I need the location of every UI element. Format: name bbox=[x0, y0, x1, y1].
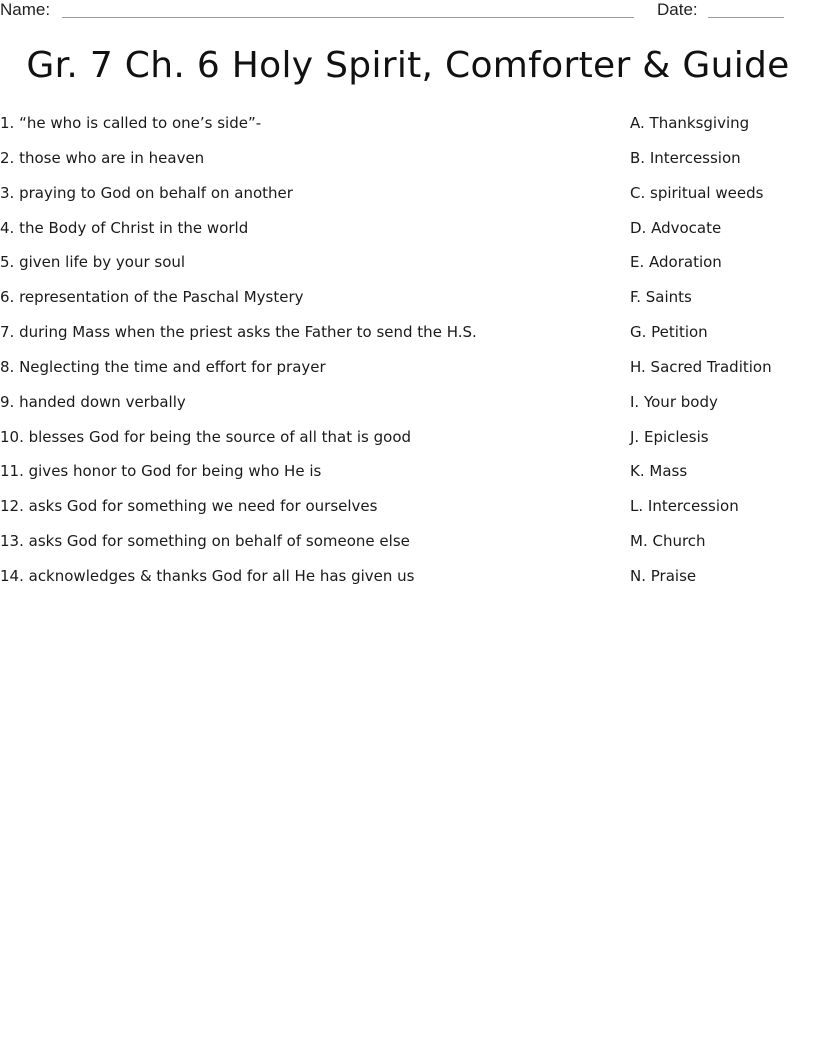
clue-item: 14. acknowledges & thanks God for all He has given us bbox=[0, 566, 415, 585]
answer-item: M. Church bbox=[630, 532, 706, 551]
clue-item: 8. Neglecting the time and effort for prayer bbox=[0, 357, 326, 376]
clue-item: 2. those who are in heaven bbox=[0, 148, 205, 167]
answer-item: D. Advocate bbox=[630, 218, 722, 237]
answer-list bbox=[630, 113, 816, 601]
clue-item: 1. “he who is called to one’s side”- bbox=[0, 114, 262, 132]
answer-item: G. Petition bbox=[630, 323, 708, 342]
header bbox=[0, 0, 816, 24]
answer-item: E. Adoration bbox=[630, 253, 722, 272]
clue-list bbox=[0, 113, 610, 601]
answer-item: L. Intercession bbox=[630, 497, 739, 516]
answer-item: A. Thanksgiving bbox=[630, 114, 750, 132]
clue-item: 4. the Body of Christ in the world bbox=[0, 218, 249, 237]
clue-item: 12. asks God for something we need for ourselves bbox=[0, 497, 378, 516]
clue-item: 3. praying to God on behalf on another bbox=[0, 183, 293, 202]
date-blank-line bbox=[708, 17, 784, 18]
answer-item: C. spiritual weeds bbox=[630, 183, 764, 202]
name-label: Name: bbox=[0, 0, 51, 19]
clue-item: 9. handed down verbally bbox=[0, 392, 186, 411]
clue-item: 6. representation of the Paschal Mystery bbox=[0, 288, 304, 307]
answer-item: B. Intercession bbox=[630, 148, 741, 167]
clue-item: 11. gives honor to God for being who He is bbox=[0, 462, 322, 481]
clue-item: 10. blesses God for being the source of all that is good bbox=[0, 427, 412, 446]
clue-item: 5. given life by your soul bbox=[0, 253, 186, 272]
answer-item: N. Praise bbox=[630, 566, 697, 585]
answer-item: J. Epiclesis bbox=[630, 427, 709, 446]
answer-item: F. Saints bbox=[630, 288, 692, 307]
page-title: Gr. 7 Ch. 6 Holy Spirit, Comforter & Guide bbox=[26, 45, 790, 86]
answer-item: I. Your body bbox=[630, 392, 718, 411]
clue-item: 7. during Mass when the priest asks the Father to send the H.S. bbox=[0, 323, 477, 342]
clue-item: 13. asks God for something on behalf of someone else bbox=[0, 532, 410, 551]
answer-item: H. Sacred Tradition bbox=[630, 357, 772, 376]
answer-item: K. Mass bbox=[630, 462, 688, 481]
name-blank-line bbox=[62, 17, 634, 18]
date-label: Date: bbox=[657, 0, 698, 19]
